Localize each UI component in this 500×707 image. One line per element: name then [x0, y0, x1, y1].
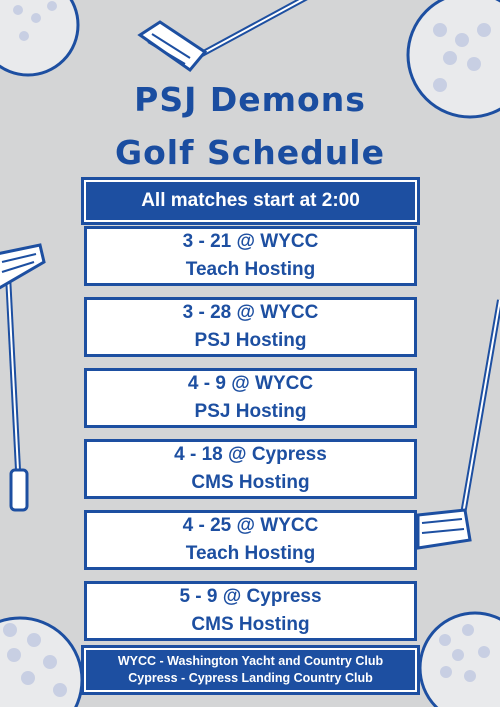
golf-ball-icon	[0, 618, 82, 707]
match-host: PSJ Hosting	[194, 330, 307, 351]
golf-club-icon	[140, 0, 320, 70]
match-host: CMS Hosting	[191, 614, 310, 635]
legend-wycc: WYCC - Washington Yacht and Country Club	[117, 654, 384, 668]
match-date-venue: 4 - 18 @ Cypress	[174, 444, 327, 465]
match-host: Teach Hosting	[185, 543, 316, 564]
match-date-venue: 5 - 9 @ Cypress	[179, 586, 322, 607]
match-host: Teach Hosting	[185, 259, 316, 280]
match-card	[84, 297, 417, 357]
legend-cypress: Cypress - Cypress Landing Country Club	[128, 671, 373, 685]
page-title: PSJ Demons	[134, 80, 366, 119]
match-card	[84, 226, 417, 286]
match-card	[84, 439, 417, 499]
match-date-venue: 3 - 21 @ WYCC	[182, 231, 319, 252]
match-card	[84, 368, 417, 428]
golf-club-icon	[418, 300, 500, 548]
match-date-venue: 4 - 25 @ WYCC	[182, 515, 319, 536]
golf-ball-icon	[420, 613, 500, 707]
match-host: CMS Hosting	[191, 472, 310, 493]
match-card	[84, 581, 417, 641]
match-card	[84, 510, 417, 570]
venue-legend	[84, 648, 417, 692]
golf-club-icon	[0, 245, 44, 510]
start-time-banner: All matches start at 2:00	[84, 180, 417, 222]
golf-ball-icon	[0, 0, 78, 75]
match-date-venue: 4 - 9 @ WYCC	[187, 373, 314, 394]
page-subtitle: Golf Schedule	[115, 133, 385, 172]
match-host: PSJ Hosting	[194, 401, 307, 422]
match-date-venue: 3 - 28 @ WYCC	[182, 302, 319, 323]
